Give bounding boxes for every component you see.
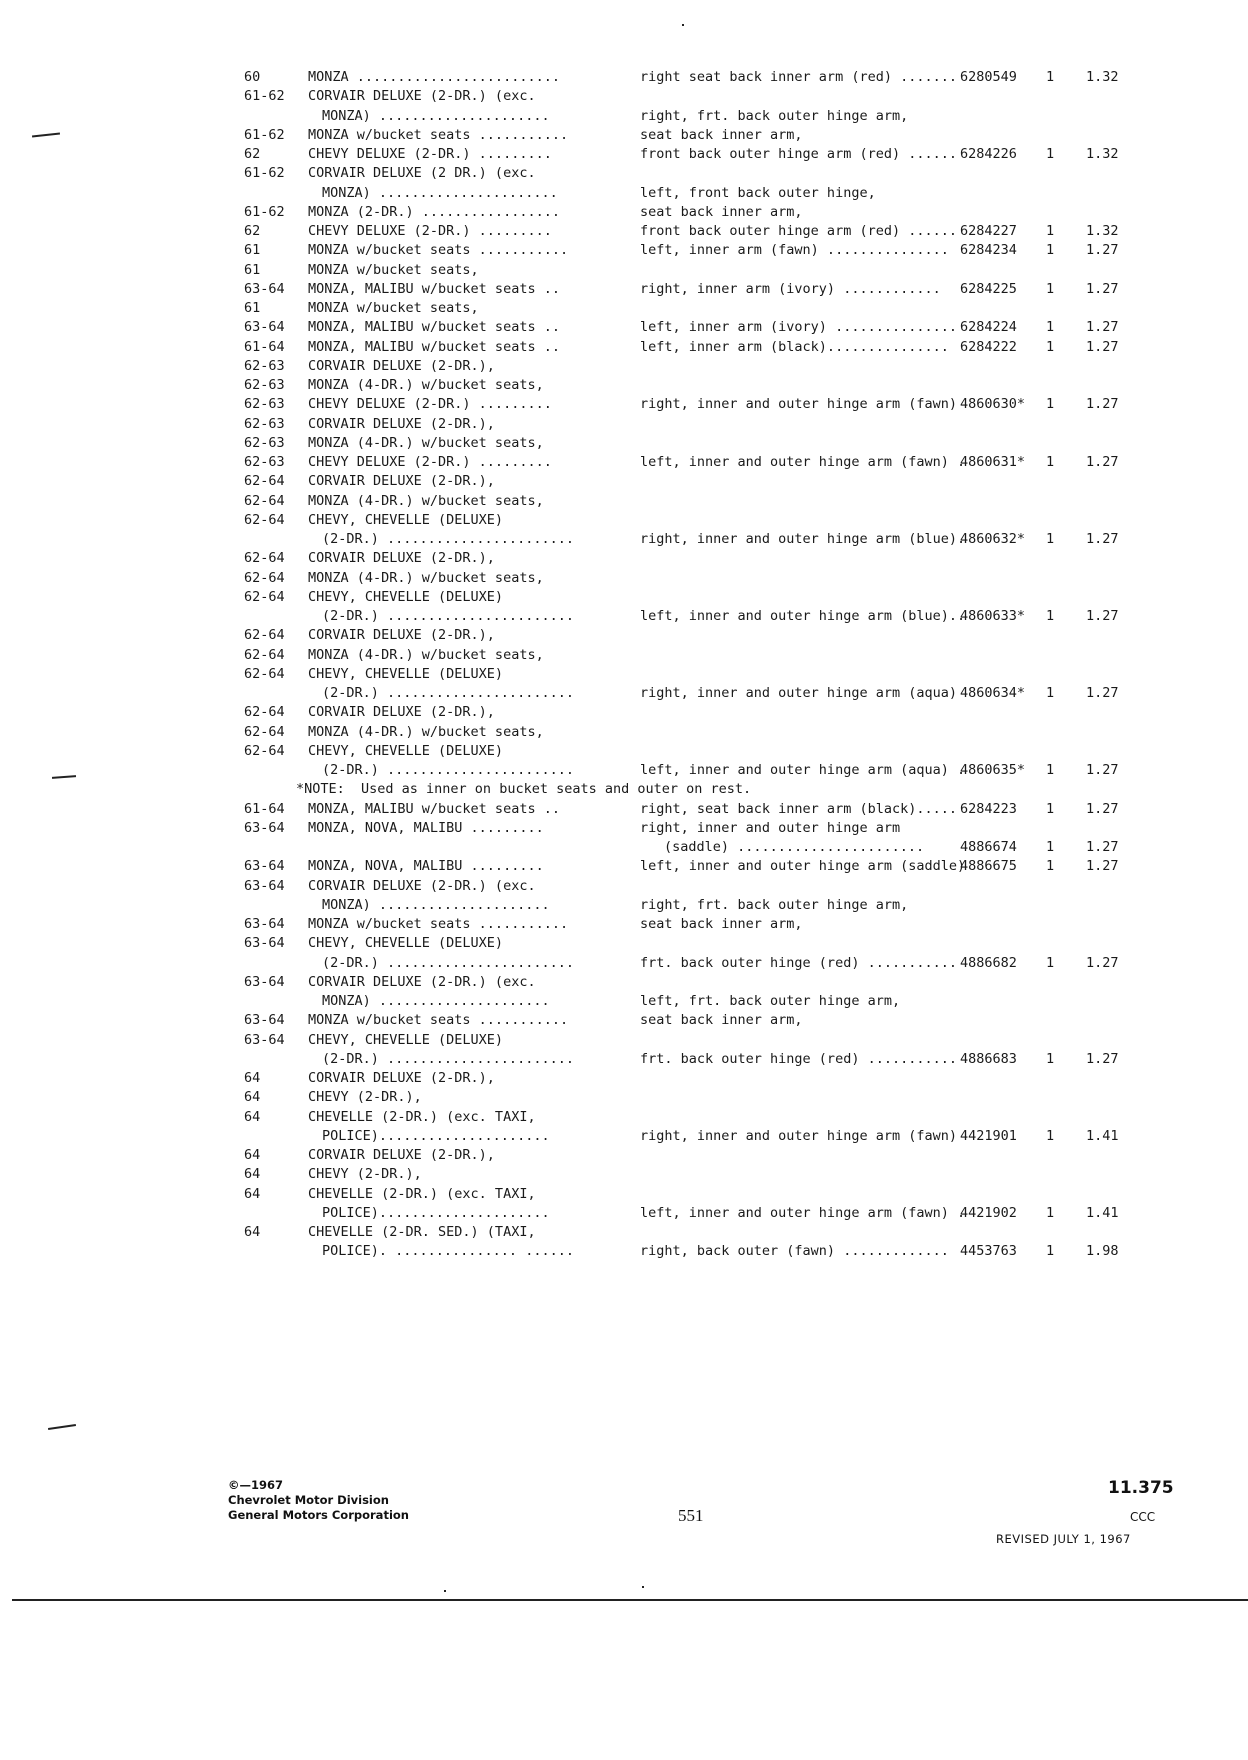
- part-description: left, inner arm (fawn) ...............: [640, 242, 949, 259]
- parts-row: [0, 626, 1248, 645]
- part-number: 6284234: [960, 242, 1017, 259]
- model-year: 61: [244, 242, 261, 259]
- quantity: 1: [1046, 1204, 1055, 1221]
- parts-row: [0, 877, 1248, 896]
- model-year: 62-63: [244, 396, 285, 413]
- model-year: 62-64: [244, 723, 285, 740]
- model-name: MONZA (4-DR.) w/bucket seats,: [308, 569, 544, 586]
- parts-row: [0, 1127, 1248, 1146]
- corporation-line: General Motors Corporation: [228, 1508, 409, 1522]
- model-name: MONZA w/bucket seats,: [308, 300, 479, 316]
- parts-row: [0, 395, 1248, 414]
- model-year: 62-64: [244, 704, 285, 721]
- model-year: 64: [244, 1089, 261, 1106]
- model-year: 62-64: [244, 473, 285, 490]
- quantity: 1: [1046, 146, 1055, 162]
- model-name: CORVAIR DELUXE (2-DR.),: [308, 627, 495, 644]
- parts-row: [0, 1088, 1248, 1107]
- model-name: MONZA (2-DR.) .................: [308, 203, 560, 220]
- model-year: 62-64: [244, 588, 285, 605]
- price: 1.98: [1086, 1243, 1119, 1260]
- parts-row: [0, 415, 1248, 434]
- part-description: right, back outer (fawn) .............: [640, 1243, 949, 1260]
- price: 1.32: [1086, 69, 1119, 85]
- model-name-continued: POLICE).....................: [322, 1204, 550, 1221]
- parts-row: [0, 530, 1248, 549]
- model-name: MONZA, NOVA, MALIBU .........: [308, 858, 544, 875]
- part-description: left, inner and outer hinge arm (saddle): [640, 858, 966, 875]
- model-year: 64: [244, 1185, 261, 1202]
- quantity: 1: [1046, 396, 1055, 413]
- part-number: 6284226: [960, 146, 1017, 162]
- parts-row: [0, 838, 1248, 857]
- model-name: MONZA, MALIBU w/bucket seats ..: [308, 800, 560, 817]
- model-name: CHEVY (2-DR.),: [308, 1089, 422, 1106]
- parts-row: [0, 299, 1248, 318]
- part-number: 6284223: [960, 800, 1017, 817]
- model-name-continued: (2-DR.) .......................: [322, 1050, 574, 1067]
- part-description: left, inner arm (ivory) ...............: [640, 319, 957, 336]
- model-name: CORVAIR DELUXE (2-DR.),: [308, 550, 495, 567]
- part-number: 4886674: [960, 839, 1017, 855]
- part-description-continued: (saddle) .......................: [664, 839, 925, 855]
- model-name-continued: (2-DR.) .......................: [322, 685, 574, 701]
- model-year: 63-64: [244, 858, 285, 875]
- price: 1.32: [1086, 223, 1119, 239]
- parts-row: [0, 857, 1248, 876]
- parts-row: [0, 1031, 1248, 1050]
- model-name: CHEVELLE (2-DR.) (exc. TAXI,: [308, 1108, 536, 1125]
- model-name: CHEVY DELUXE (2-DR.) .........: [308, 396, 552, 413]
- model-year: 61-64: [244, 800, 285, 817]
- parts-row: [0, 472, 1248, 491]
- parts-row: [0, 761, 1248, 780]
- price: 1.27: [1086, 280, 1119, 297]
- model-year: 63-64: [244, 935, 285, 952]
- parts-row: [0, 164, 1248, 183]
- model-year: 61-62: [244, 203, 285, 220]
- part-description: right, frt. back outer hinge arm,: [640, 896, 909, 913]
- model-name: CHEVY (2-DR.),: [308, 1166, 422, 1183]
- model-year: 62-63: [244, 377, 285, 393]
- model-name: MONZA (4-DR.) w/bucket seats,: [308, 646, 544, 663]
- parts-row: [0, 318, 1248, 337]
- model-year: 63-64: [244, 1031, 285, 1048]
- quantity: 1: [1046, 1243, 1055, 1260]
- model-year: 63-64: [244, 819, 285, 836]
- parts-row: [0, 973, 1248, 992]
- parts-row: [0, 607, 1248, 626]
- quantity: 1: [1046, 839, 1055, 855]
- quantity: 1: [1046, 1127, 1055, 1144]
- part-description: left, inner arm (black)...............: [640, 338, 949, 355]
- parts-row: [0, 511, 1248, 530]
- page-number: 551: [678, 1506, 704, 1525]
- part-description: seat back inner arm,: [640, 916, 803, 932]
- parts-row: [0, 896, 1248, 915]
- binding-mark-3: [48, 1424, 76, 1430]
- model-year: 63-64: [244, 973, 285, 990]
- part-description: right, inner and outer hinge arm (fawn): [640, 1127, 957, 1144]
- model-name: CHEVY, CHEVELLE (DELUXE): [308, 665, 504, 682]
- part-number: 4886683: [960, 1050, 1017, 1067]
- part-number: 6284224: [960, 319, 1017, 336]
- model-name: CORVAIR DELUXE (2-DR.),: [308, 473, 495, 490]
- parts-row: [0, 1011, 1248, 1030]
- parts-row: [0, 280, 1248, 299]
- parts-row: [0, 1165, 1248, 1184]
- model-year: 61-62: [244, 126, 285, 143]
- part-description: right, inner arm (ivory) ............: [640, 280, 941, 297]
- model-name: MONZA w/bucket seats ...........: [308, 126, 569, 143]
- part-description: right, inner and outer hinge arm: [640, 819, 901, 836]
- part-description: right, inner and outer hinge arm (aqua): [640, 685, 957, 701]
- parts-row: [0, 1242, 1248, 1261]
- price: 1.32: [1086, 146, 1119, 162]
- model-year: 64: [244, 1224, 261, 1240]
- model-year: 62: [244, 146, 261, 162]
- parts-row: [0, 954, 1248, 973]
- model-name: CORVAIR DELUXE (2-DR.) (exc.: [308, 88, 536, 105]
- model-year: 63-64: [244, 1012, 285, 1029]
- model-name: MONZA (4-DR.) w/bucket seats,: [308, 434, 544, 451]
- parts-row: [0, 665, 1248, 684]
- model-year: 62-63: [244, 415, 285, 432]
- part-number: 4421901: [960, 1127, 1017, 1144]
- section-number: 11.375: [1108, 1478, 1174, 1498]
- bottom-rule: [12, 1599, 1248, 1601]
- part-description: front back outer hinge arm (red) ......: [640, 146, 957, 162]
- division-line: Chevrolet Motor Division: [228, 1493, 389, 1507]
- part-description: front back outer hinge arm (red) ......: [640, 223, 957, 239]
- part-description: left, inner and outer hinge arm (aqua) .: [640, 762, 966, 778]
- model-year: 62-64: [244, 569, 285, 586]
- model-year: 63-64: [244, 877, 285, 894]
- model-name-continued: MONZA) ......................: [322, 184, 558, 201]
- model-year: 64: [244, 1108, 261, 1125]
- parts-row: [0, 646, 1248, 665]
- parts-row: [0, 915, 1248, 934]
- part-description: right, frt. back outer hinge arm,: [640, 107, 909, 124]
- revision-date: REVISED JULY 1, 1967: [996, 1532, 1131, 1546]
- part-description: left, front back outer hinge,: [640, 184, 876, 201]
- price: 1.27: [1086, 531, 1119, 547]
- parts-row: [0, 434, 1248, 453]
- model-name-continued: POLICE).....................: [322, 1127, 550, 1144]
- part-description: left, inner and outer hinge arm (fawn) .: [640, 1204, 966, 1221]
- parts-row: [0, 819, 1248, 838]
- parts-row: [0, 992, 1248, 1011]
- model-name: CORVAIR DELUXE (2 DR.) (exc.: [308, 165, 536, 182]
- quantity: 1: [1046, 242, 1055, 259]
- model-year: 62-63: [244, 357, 285, 374]
- model-name: MONZA w/bucket seats,: [308, 261, 479, 278]
- part-description: seat back inner arm,: [640, 126, 803, 143]
- model-year: 63-64: [244, 319, 285, 336]
- model-name-continued: POLICE). ............... ......: [322, 1243, 574, 1260]
- part-description: right, seat back inner arm (black).....: [640, 800, 957, 817]
- price: 1.27: [1086, 839, 1119, 855]
- parts-row: [0, 742, 1248, 761]
- part-description: left, frt. back outer hinge arm,: [640, 993, 901, 1009]
- publisher-block: [228, 1478, 409, 1523]
- model-year: 62-64: [244, 511, 285, 528]
- part-number: 6284227: [960, 223, 1017, 239]
- parts-row: [0, 684, 1248, 703]
- parts-row: [0, 1185, 1248, 1204]
- footnote: *NOTE: Used as inner on bucket seats and outer on rest.: [296, 781, 752, 798]
- part-number: 4886682: [960, 954, 1017, 971]
- model-name: MONZA (4-DR.) w/bucket seats,: [308, 723, 544, 740]
- speck-bottom-2: [642, 1586, 644, 1588]
- model-year: 63-64: [244, 916, 285, 932]
- parts-row: [0, 1108, 1248, 1127]
- part-number: 4421902: [960, 1204, 1017, 1221]
- model-name: CHEVY DELUXE (2-DR.) .........: [308, 223, 552, 239]
- part-number: 4860633*: [960, 608, 1026, 624]
- model-name: MONZA (4-DR.) w/bucket seats,: [308, 492, 544, 509]
- model-year: 63-64: [244, 280, 285, 297]
- quantity: 1: [1046, 454, 1055, 470]
- parts-row: [0, 703, 1248, 722]
- quantity: 1: [1046, 69, 1055, 85]
- catalog-code: CCC: [1130, 1510, 1156, 1524]
- model-name: MONZA, MALIBU w/bucket seats ..: [308, 319, 560, 336]
- part-number: 4886675: [960, 858, 1017, 875]
- part-description: seat back inner arm,: [640, 203, 803, 220]
- model-year: 61-64: [244, 338, 285, 355]
- price: 1.27: [1086, 454, 1119, 470]
- model-name: CHEVY, CHEVELLE (DELUXE): [308, 1031, 504, 1048]
- part-number: 4453763: [960, 1243, 1017, 1260]
- part-description: right seat back inner arm (red) .......: [640, 69, 957, 85]
- model-name: CORVAIR DELUXE (2-DR.),: [308, 704, 495, 721]
- quantity: 1: [1046, 800, 1055, 817]
- part-description: left, inner and outer hinge arm (fawn) .: [640, 454, 966, 470]
- model-name: CHEVY, CHEVELLE (DELUXE): [308, 588, 504, 605]
- part-description: right, inner and outer hinge arm (fawn): [640, 396, 957, 413]
- parts-row: [0, 800, 1248, 819]
- parts-row: [0, 569, 1248, 588]
- model-name: CORVAIR DELUXE (2-DR.) (exc.: [308, 877, 536, 894]
- parts-row: [0, 107, 1248, 126]
- parts-row: [0, 338, 1248, 357]
- price: 1.27: [1086, 800, 1119, 817]
- parts-row: [0, 492, 1248, 511]
- quantity: 1: [1046, 608, 1055, 624]
- parts-row: [0, 1050, 1248, 1069]
- model-name: CORVAIR DELUXE (2-DR.),: [308, 415, 495, 432]
- price: 1.27: [1086, 608, 1119, 624]
- price: 1.27: [1086, 954, 1119, 971]
- model-name: MONZA w/bucket seats ...........: [308, 916, 569, 932]
- price: 1.27: [1086, 319, 1119, 336]
- part-number: 6284222: [960, 338, 1017, 355]
- copyright-line: ©—1967: [228, 1478, 284, 1492]
- part-number: 4860632*: [960, 531, 1026, 547]
- parts-row: [0, 934, 1248, 953]
- parts-row: [0, 376, 1248, 395]
- part-number: 4860634*: [960, 685, 1026, 701]
- parts-row: [0, 1223, 1248, 1242]
- price: 1.27: [1086, 242, 1119, 259]
- part-description: left, inner and outer hinge arm (blue)..: [640, 608, 966, 624]
- speck-top: [682, 24, 684, 26]
- model-year: 62-64: [244, 665, 285, 682]
- quantity: 1: [1046, 319, 1055, 336]
- quantity: 1: [1046, 858, 1055, 875]
- parts-row: [0, 261, 1248, 280]
- price: 1.41: [1086, 1204, 1119, 1221]
- parts-row: [0, 222, 1248, 241]
- quantity: 1: [1046, 338, 1055, 355]
- model-name: CORVAIR DELUXE (2-DR.),: [308, 1070, 495, 1086]
- model-name: MONZA, NOVA, MALIBU .........: [308, 819, 544, 836]
- parts-row: [0, 68, 1248, 87]
- model-name: CHEVY, CHEVELLE (DELUXE): [308, 935, 504, 952]
- part-description: right, inner and outer hinge arm (blue).: [640, 531, 966, 547]
- model-name: CHEVY, CHEVELLE (DELUXE): [308, 511, 504, 528]
- model-name: CHEVELLE (2-DR.) (exc. TAXI,: [308, 1185, 536, 1202]
- model-year: 60: [244, 69, 261, 85]
- quantity: 1: [1046, 1050, 1055, 1067]
- part-number: 4860630*: [960, 396, 1026, 413]
- model-name: MONZA, MALIBU w/bucket seats ..: [308, 338, 560, 355]
- part-description: seat back inner arm,: [640, 1012, 803, 1029]
- part-number: 6280549: [960, 69, 1017, 85]
- model-name: MONZA (4-DR.) w/bucket seats,: [308, 377, 544, 393]
- quantity: 1: [1046, 280, 1055, 297]
- model-name-continued: (2-DR.) .......................: [322, 954, 574, 971]
- model-name: CHEVY, CHEVELLE (DELUXE): [308, 742, 504, 759]
- model-year: 64: [244, 1166, 261, 1183]
- parts-row: [0, 1146, 1248, 1165]
- price: 1.27: [1086, 338, 1119, 355]
- price: 1.27: [1086, 396, 1119, 413]
- quantity: 1: [1046, 531, 1055, 547]
- model-year: 62-64: [244, 550, 285, 567]
- part-number: 4860631*: [960, 454, 1026, 470]
- model-name: MONZA, MALIBU w/bucket seats ..: [308, 280, 560, 297]
- model-name: CORVAIR DELUXE (2-DR.) (exc.: [308, 973, 536, 990]
- model-year: 62-63: [244, 454, 285, 470]
- model-year: 61: [244, 261, 261, 278]
- model-name: MONZA w/bucket seats ...........: [308, 1012, 569, 1029]
- quantity: 1: [1046, 762, 1055, 778]
- model-name-continued: (2-DR.) .......................: [322, 608, 574, 624]
- model-year: 64: [244, 1147, 261, 1163]
- parts-row: [0, 145, 1248, 164]
- parts-row: [0, 1069, 1248, 1088]
- model-year: 61-62: [244, 88, 285, 105]
- parts-row: [0, 723, 1248, 742]
- parts-row: [0, 1204, 1248, 1223]
- model-name-continued: MONZA) .....................: [322, 993, 550, 1009]
- model-name: MONZA w/bucket seats ...........: [308, 242, 569, 259]
- parts-row: [0, 184, 1248, 203]
- part-description: frt. back outer hinge (red) ...........: [640, 954, 957, 971]
- model-name: CHEVY DELUXE (2-DR.) .........: [308, 146, 552, 162]
- model-year: 62: [244, 223, 261, 239]
- parts-row: [0, 588, 1248, 607]
- price: 1.27: [1086, 685, 1119, 701]
- parts-row: [0, 549, 1248, 568]
- model-year: 62-63: [244, 434, 285, 451]
- speck-bottom-1: [444, 1590, 446, 1592]
- quantity: 1: [1046, 954, 1055, 971]
- model-name-continued: MONZA) .....................: [322, 107, 550, 124]
- model-year: 62-64: [244, 492, 285, 509]
- part-description: frt. back outer hinge (red) ...........: [640, 1050, 957, 1067]
- parts-row: [0, 126, 1248, 145]
- parts-row: [0, 357, 1248, 376]
- price: 1.41: [1086, 1127, 1119, 1144]
- part-number: 4860635*: [960, 762, 1026, 778]
- parts-row: [0, 87, 1248, 106]
- model-year: 62-64: [244, 742, 285, 759]
- model-name: CORVAIR DELUXE (2-DR.),: [308, 357, 495, 374]
- parts-row: [0, 241, 1248, 260]
- price: 1.27: [1086, 1050, 1119, 1067]
- model-name: CORVAIR DELUXE (2-DR.),: [308, 1147, 495, 1163]
- model-year: 62-64: [244, 627, 285, 644]
- model-year: 61: [244, 300, 261, 316]
- model-year: 61-62: [244, 165, 285, 182]
- model-name: MONZA .........................: [308, 69, 560, 85]
- quantity: 1: [1046, 223, 1055, 239]
- model-name-continued: (2-DR.) .......................: [322, 531, 574, 547]
- price: 1.27: [1086, 762, 1119, 778]
- parts-row: [0, 203, 1248, 222]
- model-name: CHEVELLE (2-DR. SED.) (TAXI,: [308, 1224, 536, 1240]
- parts-row: [0, 453, 1248, 472]
- note-line: [0, 780, 1248, 799]
- quantity: 1: [1046, 685, 1055, 701]
- model-name-continued: (2-DR.) .......................: [322, 762, 574, 778]
- model-name: CHEVY DELUXE (2-DR.) .........: [308, 454, 552, 470]
- model-year: 64: [244, 1070, 261, 1086]
- model-year: 62-64: [244, 646, 285, 663]
- price: 1.27: [1086, 858, 1119, 875]
- part-number: 6284225: [960, 280, 1017, 297]
- model-name-continued: MONZA) .....................: [322, 896, 550, 913]
